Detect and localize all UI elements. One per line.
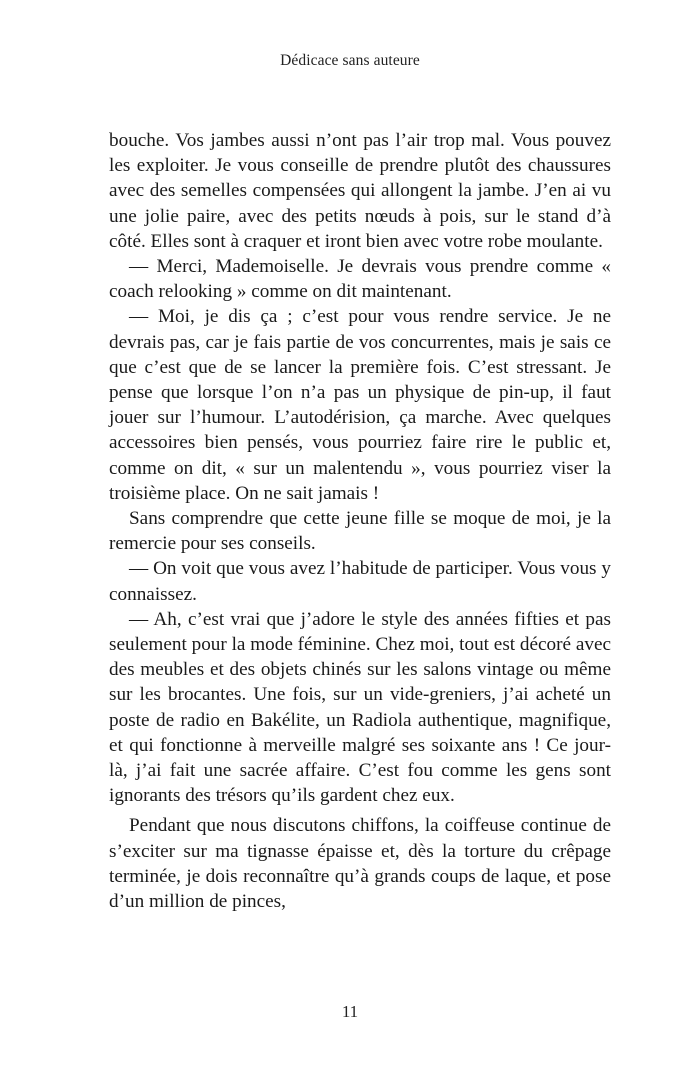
paragraph-continuation: bouche. Vos jambes aussi n’ont pas l’air trop mal. Vous pouvez les exploiter. Je vous conseille de prendre plutôt des chaussures avec des semelles compensées qui allongent la jambe. J’en ai vu une jolie paire, avec des petits nœuds à pois, sur le stand d’à côté. Elles sont à craquer et iront bien avec votre robe moulante. [109,130,611,252]
paragraph-narration: Pendant que nous discutons chiffons, la coiffeuse continue de s’exciter sur ma tignasse épaisse et, dès la torture du crêpage terminée, je dois reconnaître qu’à grands coups de laque, et pose d’un million de pinces, [109,815,611,913]
paragraph-narration: Sans comprendre que cette jeune fille se moque de moi, je la remercie pour ses conseils. [109,508,611,555]
paragraph-dialogue: — Ah, c’est vrai que j’adore le style des années fifties et pas seulement pour la mode féminine. Chez moi, tout est décoré avec des meubles et des objets chinés sur les salons vintage ou même sur les brocantes. Une fois, sur un vide-greniers, j’ai acheté un poste de radio en Bakélite, un Radiola authentique, magnifique, et qui fonctionne à merveille malgré ses soixante ans ! Ce jour-là, j’ai fait une sacrée affaire. C’est fou comme les gens sont ignorants des trésors qu’ils gardent chez eux. [109,608,611,807]
paragraph-dialogue: — On voit que vous avez l’habitude de participer. Vous vous y connaissez. [109,558,611,605]
body-text [109,128,611,914]
paragraph-dialogue: — Moi, je dis ça ; c’est pour vous rendre service. Je ne devrais pas, car je fais partie de vos concurrentes, mais je sais ce que c’est que de se lancer la première fois. C’est stressant. Je pense que lorsque l’on n’a pas un physique de pin-up, il faut jouer sur l’humour. L’autodérision, ça marche. Avec quelques accessoires bien pensés, vous pourriez faire rire le public et, comme on dit, « sur un malentendu », vous pourriez viser la troisième place. On ne sait jamais ! [109,306,611,504]
page-number: 11 [341,1002,359,1021]
running-header: Dédicace sans auteure [280,52,420,69]
paragraph-dialogue: — Merci, Mademoiselle. Je devrais vous prendre comme « coach relooking » comme on dit maintenant. [109,256,611,303]
